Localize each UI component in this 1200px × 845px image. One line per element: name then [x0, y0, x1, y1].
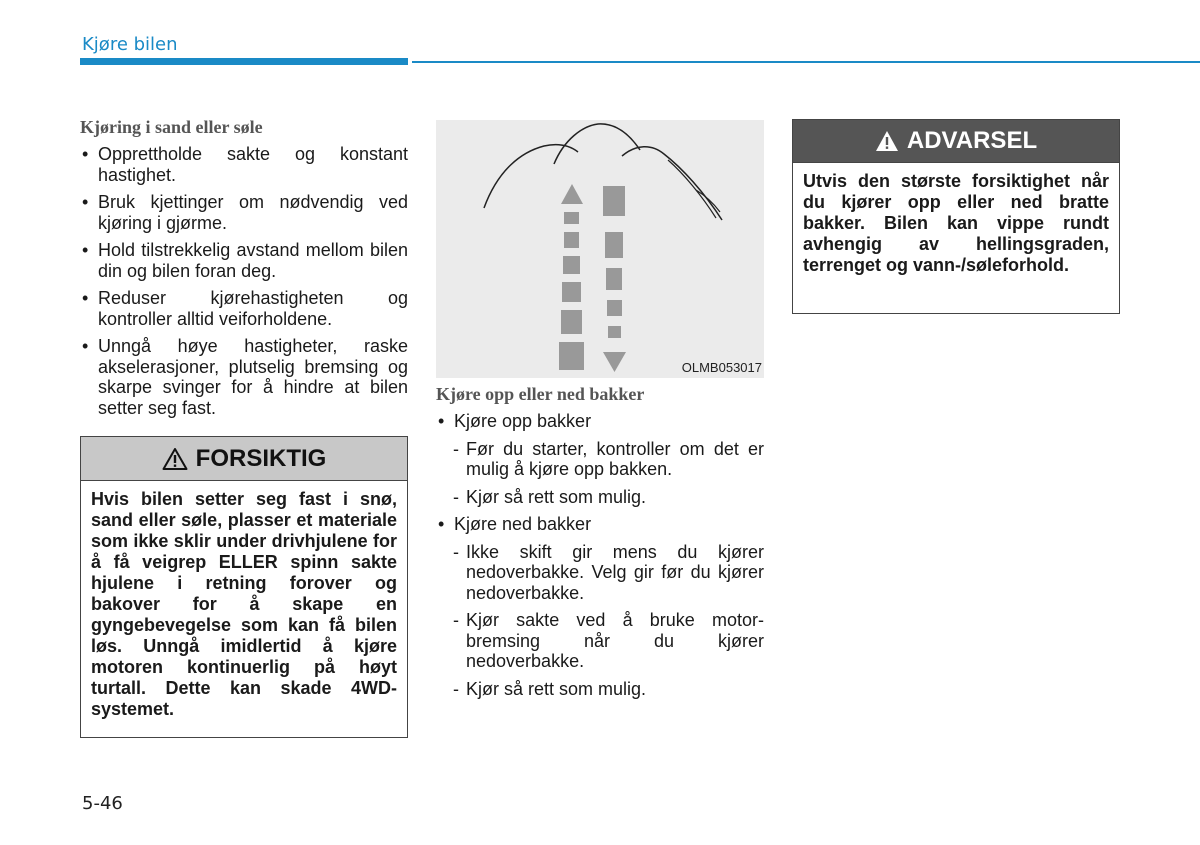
dash-marker: -	[453, 610, 459, 630]
list-item	[436, 514, 764, 535]
header-bar-thin	[412, 61, 1200, 63]
warning-header	[793, 120, 1119, 163]
caution-header	[81, 437, 407, 481]
hills-heading: Kjøre opp eller ned bakker	[436, 384, 645, 404]
warning-box	[792, 119, 1120, 314]
dash-marker: -	[453, 541, 459, 562]
sand-bullet-list	[80, 144, 408, 418]
sand-section	[80, 117, 408, 425]
header-bar-thick	[80, 58, 408, 65]
list-item: - Ikke skift gir mens du kjører nedoverbakke. Velg gir før du kjører nedoverbakke.	[453, 541, 764, 603]
dash-marker: -	[453, 486, 459, 507]
uphill-dash-list	[436, 439, 764, 508]
caution-box	[80, 436, 408, 738]
uphill-label: Kjøre opp bakker	[454, 411, 592, 431]
downhill-dash-list	[436, 542, 764, 700]
list-item: - Kjør så rett som mulig.	[453, 678, 647, 699]
downhill-bullet-list	[436, 514, 764, 535]
list-item: • Reduser kjørehastigheten og kontroller alltid veiforholdene.	[80, 288, 408, 329]
dash-marker: -	[453, 438, 459, 459]
caution-text: Hvis bilen setter seg fast i snø, sand eller søle, plasser et materiale som ikke sklir under drivhjulene for å få veigrep ELLER spinn sakte hjulene i retning forover og bakover for å skape en gyngebevegelse som kan få bilen løs. Unngå imidlertid å kjøre motoren kontinuerlig på høyt turtall. Dette kan skade 4WD-systemet.	[91, 489, 397, 719]
list-item: • Opprettholde sakte og konstant hastighet.	[80, 144, 408, 185]
warning-triangle-icon	[162, 447, 188, 471]
sand-heading: Kjøring i sand eller søle	[80, 117, 263, 137]
hill-drawing	[436, 120, 764, 378]
warning-triangle-icon	[875, 130, 899, 152]
dash-marker: -	[453, 678, 459, 699]
hill-illustration	[436, 120, 764, 378]
warning-text: Utvis den største forsiktighet når du kjører opp eller ned bratte bakker. Bilen kan vippe rundt avhengig av hellingsgraden, terrenget og vann-/søleforhold.	[803, 171, 1109, 275]
hills-section	[436, 384, 764, 706]
page-number: 5-46	[82, 793, 123, 814]
list-item	[436, 411, 764, 432]
hills-bullet-list	[436, 411, 764, 432]
downhill-label: Kjøre ned bakker	[454, 514, 592, 534]
list-item: • Unngå høye hastigheter, raske akselerasjoner, plutselig bremsing og skarpe svinger for å hindre at bilen setter seg fast.	[80, 336, 408, 418]
list-item: • Hold tilstrekkelig avstand mellom bilen din og bilen foran deg.	[80, 240, 408, 281]
list-item: • Bruk kjettinger om nødvendig ved kjøring i gjørme.	[80, 192, 408, 233]
warning-title: ADVARSEL	[906, 127, 1038, 154]
section-title: Kjøre bilen	[82, 34, 178, 55]
figure-code: OLMB053017	[681, 360, 762, 375]
caution-title: FORSIKTIG	[195, 444, 327, 472]
list-item: - Kjør sakte ved å bruke motor-bremsing når du kjører nedoverbakke.	[453, 610, 764, 671]
list-item: - Før du starter, kontroller om det er mulig å kjøre opp bakken.	[453, 438, 764, 479]
list-item: - Kjør så rett som mulig.	[453, 486, 647, 507]
